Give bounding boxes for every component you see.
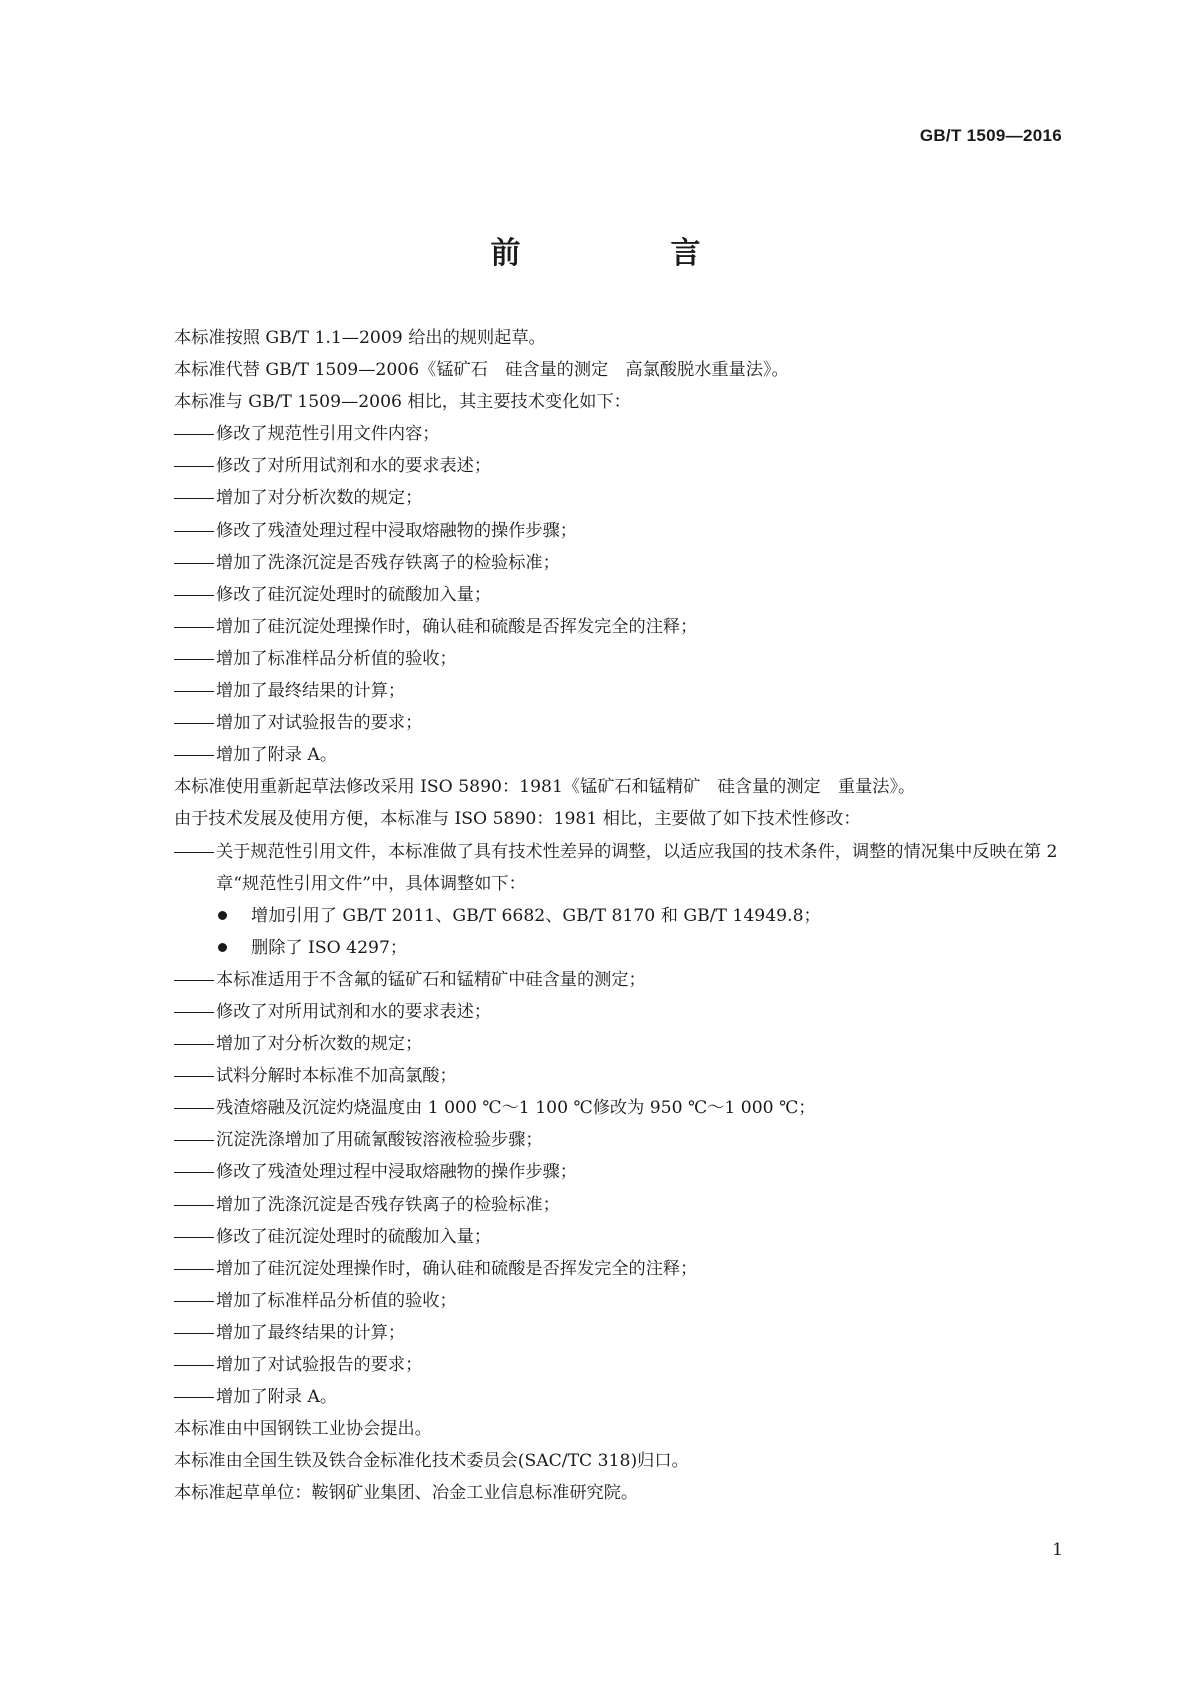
dash-mark: [174, 1221, 216, 1253]
list-item: [174, 1060, 1064, 1092]
dash-mark: [174, 836, 216, 868]
list-item: [174, 611, 1064, 643]
list-item: [174, 643, 1064, 675]
dash-mark: [174, 1253, 216, 1285]
bullet-text: 增加引用了 GB/T 2011、GB/T 6682、GB/T 8170 和 GB/T 14949.8；: [251, 905, 821, 926]
list-item-text: 修改了硅沉淀处理时的硫酸加入量；: [216, 1226, 492, 1247]
list-item: [174, 1028, 1064, 1060]
list-item-text: 修改了对所用试剂和水的要求表述；: [216, 1001, 492, 1022]
list-item-text: 本标准适用于不含氟的锰矿石和锰精矿中硅含量的测定；: [216, 969, 646, 990]
bullet-icon: [218, 911, 227, 920]
dash-mark: [174, 482, 216, 514]
dash-mark: [174, 1060, 216, 1092]
list-item: [174, 739, 1064, 771]
list-item: [174, 1349, 1064, 1381]
paragraph: 由于技术发展及使用方便，本标准与 ISO 5890：1981 相比，主要做了如下技术性修改：: [174, 809, 861, 830]
list-item: [174, 482, 1064, 514]
paragraph: 本标准与 GB/T 1509—2006 相比，其主要技术变化如下：: [174, 392, 631, 413]
list-item: [174, 1285, 1064, 1317]
list-item: [174, 675, 1064, 707]
dash-mark: [174, 675, 216, 707]
standard-code: GB/T 1509—2016: [919, 126, 1062, 145]
list-item-text: 增加了对试验报告的要求；: [216, 1355, 423, 1375]
list-item: [174, 547, 1064, 579]
foreword-body: [174, 322, 1064, 1509]
dash-mark: [174, 1285, 216, 1317]
list-item-text: 增加了对分析次数的规定；: [216, 488, 423, 509]
dash-mark: [174, 964, 216, 996]
dash-mark: [174, 1317, 216, 1349]
dash-mark: [174, 1124, 216, 1156]
list-item-text: 试料分解时本标准不加高氯酸；: [216, 1066, 457, 1087]
bullet-item: [174, 900, 1064, 932]
paragraph: 本标准按照 GB/T 1.1—2009 给出的规则起草。: [174, 328, 546, 348]
dash-mark: [174, 515, 216, 547]
list-item: [174, 836, 1064, 900]
list-item: [174, 1189, 1064, 1221]
dash-mark: [174, 739, 216, 771]
list-item: [174, 1317, 1064, 1349]
bullet-item: [174, 932, 1064, 964]
list-item: [174, 996, 1064, 1028]
dash-mark: [174, 707, 216, 739]
bullet-icon: [218, 943, 227, 952]
list-item-text: 修改了硅沉淀处理时的硫酸加入量；: [216, 584, 492, 605]
dash-mark: [174, 450, 216, 482]
list-item-text: 关于规范性引用文件，本标准做了具有技术性差异的调整，以适应我国的技术条件，调整的情况集中反映在第 2 章“规范性引用文件”中，具体调整如下：: [216, 841, 1058, 894]
list-item: [174, 1092, 1064, 1124]
list-item: [174, 579, 1064, 611]
list-item-text: 增加了附录 A。: [216, 745, 338, 766]
list-item: [174, 1156, 1064, 1188]
dash-mark: [174, 643, 216, 675]
dash-mark: [174, 996, 216, 1028]
dash-mark: [174, 547, 216, 579]
dash-mark: [174, 1349, 216, 1381]
paragraph: 本标准代替 GB/T 1509—2006《锰矿石 硅含量的测定 高氯酸脱水重量法》。: [174, 360, 789, 381]
dash-mark: [174, 1092, 216, 1124]
list-item: [174, 1124, 1064, 1156]
paragraph: 本标准使用重新起草法修改采用 ISO 5890：1981《锰矿石和锰精矿 硅含量的测定 重量法》。: [174, 777, 916, 798]
paragraph: 本标准起草单位：鞍钢矿业集团、冶金工业信息标准研究院。: [174, 1483, 639, 1504]
list-item-text: 增加了最终结果的计算；: [216, 1322, 406, 1343]
list-item: [174, 1253, 1064, 1285]
list-item: [174, 515, 1064, 547]
list-item-text: 修改了残渣处理过程中浸取熔融物的操作步骤；: [216, 520, 577, 541]
list-item: [174, 418, 1064, 450]
dash-mark: [174, 1156, 216, 1188]
list-item: [174, 1381, 1064, 1413]
list-item: [174, 1221, 1064, 1253]
list-item: [174, 964, 1064, 996]
list-item-text: 增加了硅沉淀处理操作时，确认硅和硫酸是否挥发完全的注释；: [216, 616, 698, 637]
dash-mark: [174, 418, 216, 450]
list-item-text: 增加了洗涤沉淀是否残存铁离子的检验标准；: [216, 552, 560, 573]
list-item-text: 修改了对所用试剂和水的要求表述；: [216, 456, 492, 477]
dash-mark: [174, 611, 216, 643]
list-item-text: 修改了残渣处理过程中浸取熔融物的操作步骤；: [216, 1162, 577, 1183]
list-item-text: 残渣熔融及沉淀灼烧温度由 1 000 ℃～1 100 ℃修改为 950 ℃～1 000 ℃；: [216, 1098, 816, 1119]
list-item-text: 增加了洗涤沉淀是否残存铁离子的检验标准；: [216, 1194, 560, 1215]
list-item-text: 沉淀洗涤增加了用硫氰酸铵溶液检验步骤；: [216, 1130, 543, 1151]
list-item-text: 增加了标准样品分析值的验收；: [216, 648, 457, 669]
page-number: 1: [1052, 1540, 1063, 1560]
list-item-text: 增加了对分析次数的规定；: [216, 1034, 423, 1055]
dash-mark: [174, 1189, 216, 1221]
list-item-text: 增加了标准样品分析值的验收；: [216, 1290, 457, 1311]
list-item-text: 修改了规范性引用文件内容；: [216, 424, 440, 445]
list-item: [174, 707, 1064, 739]
list-item-text: 增加了硅沉淀处理操作时，确认硅和硫酸是否挥发完全的注释；: [216, 1258, 698, 1279]
dash-mark: [174, 579, 216, 611]
list-item-text: 增加了附录 A。: [216, 1387, 338, 1408]
list-item-text: 增加了最终结果的计算；: [216, 681, 406, 702]
dash-mark: [174, 1381, 216, 1413]
paragraph: 本标准由全国生铁及铁合金标准化技术委员会(SAC/TC 318)归口。: [174, 1451, 689, 1472]
list-item-text: 增加了对试验报告的要求；: [216, 713, 423, 734]
list-item: [174, 450, 1064, 482]
paragraph: 本标准由中国钢铁工业协会提出。: [174, 1419, 432, 1440]
bullet-text: 删除了 ISO 4297；: [251, 937, 408, 958]
dash-mark: [174, 1028, 216, 1060]
page-title: 前 言: [490, 236, 761, 271]
